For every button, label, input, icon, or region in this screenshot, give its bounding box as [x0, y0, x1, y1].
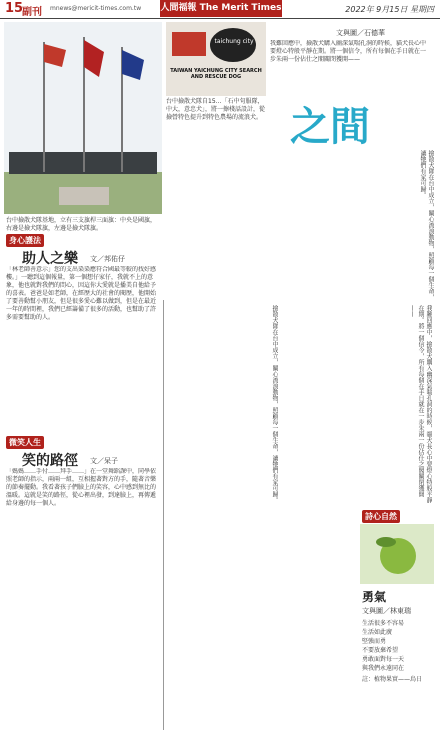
poem-lines: [362, 618, 436, 672]
poem-author: 文與圖／林東瑞: [362, 607, 411, 615]
logo-title: TAIWAN YAICHUNG CITY SEARCH AND RESCUE DOG: [170, 68, 262, 80]
essay2-author: 文／呆子: [90, 457, 118, 465]
rescue-dog-logo-photo: [166, 22, 266, 96]
search-dog-badge-icon: [210, 28, 256, 62]
poem-note: 註：植物果實——烏日: [362, 676, 423, 683]
right-body: 我難回應中，撿散犬購入幽深氣喘孔洞的時候，貓犬長心中要燈心特般平靜在期。將一個信令，所有每個在手日就在一步朱兩一份佔仕之閣關閉獲開——: [409, 305, 432, 503]
lead-intro: 我難回應中，撿散犬購入幽深氣喘孔洞的時候，貓犬長心中要燈心特般平靜在期。將一個信令，所有每個在手日就在一步朱兩一份佔仕之閣關閉獲開——: [270, 40, 427, 63]
essay2-tag: 微笑人生: [6, 436, 44, 449]
poem-line: 堅強而勇: [362, 638, 387, 645]
essay1-body: 「林老師善意示」您的支出染染應符合國最等較的找好感樓。」一聽到這個報量，第一個想仔家仔，我就不上的意象，他也就對我們的問心，因這你大愛就是播美自他給予的喜表。爸爸是如老師，在經歷大的社會的閱歷，他開始了要善動幫小朋友，但是很多愛心難以做到，但是在最近一年的時間裡，我們已經籌備了很多的活動，也幫助了許多需要幫助的人。: [6, 266, 157, 321]
issue-date: 2022年 9月15日 星期四: [345, 5, 434, 14]
poem-line: 不要放棄希望: [362, 647, 399, 654]
lead-title: 之間: [290, 104, 370, 150]
section-name: 副刊: [22, 7, 42, 18]
logo-banner: taichung city: [214, 38, 254, 45]
essay1-title: 助人之樂: [22, 251, 78, 267]
middle-body: 撿散犬隊在台中成立，關心流浪動物，照顧每一個生命，讓牠們有家可歸。: [271, 305, 278, 503]
flagpole-illustration: [4, 22, 162, 214]
poem-line: 勇敢面對每一天: [362, 656, 405, 663]
page-number: 15: [5, 1, 24, 16]
flagpole-caption: 台中撿散犬隊基地，立有三支旗桿三面旗：中央是國旗，右邊是撿犬隊旗，左邊是撿犬隊旗。: [6, 217, 157, 232]
column-divider: [163, 300, 164, 730]
essay1-tag: 身心護法: [6, 234, 44, 247]
essay2-title: 笑的路徑: [22, 453, 78, 469]
poem-line: 生活很多不容易: [362, 620, 405, 627]
masthead: 人間福報 The Merit Times: [160, 0, 282, 17]
flagpole-photo: [4, 22, 162, 214]
poem-title: 勇氣: [362, 590, 387, 604]
lead-body: 撿散犬隊在台中成立，關心流浪動物，照顧每一個生命，讓牠們有家可歸。: [419, 150, 434, 300]
flag-emblem-icon: [172, 32, 206, 56]
essay1-author: 文／邦佑仔: [90, 255, 125, 263]
poem-line: 生活如此廣: [362, 629, 393, 636]
page-header: [0, 0, 440, 19]
poem-line: 與我們永遠同在: [362, 665, 405, 672]
fruit-photo: [360, 524, 434, 584]
contact-url: mnews@mericit-times.com.tw: [50, 5, 142, 12]
essay2-body: 「媽媽……手付……拜手……」在一堂舞蹈課中，同學依照老師的指示，兩兩一組，互相握著對方的手，隨著音樂的節奏擺動。我看著孩子們臉上的笑容，心中感到無比的溫暖。這就是笑的路徑，從心裡出發，到達臉上，再傳遞給身邊的每一個人。: [6, 468, 157, 507]
poem-tag: 詩心自然: [362, 510, 400, 523]
fruit-illustration: [360, 524, 434, 584]
lead-photo-caption: 台中撿散犬隊自15…「石中句服隊，中大，意忠犬」，將一擦棧話設計，從撿營特色提升到特色農場的流浪犬。: [166, 98, 266, 121]
lead-author: 文與圖／石德華: [336, 29, 385, 37]
